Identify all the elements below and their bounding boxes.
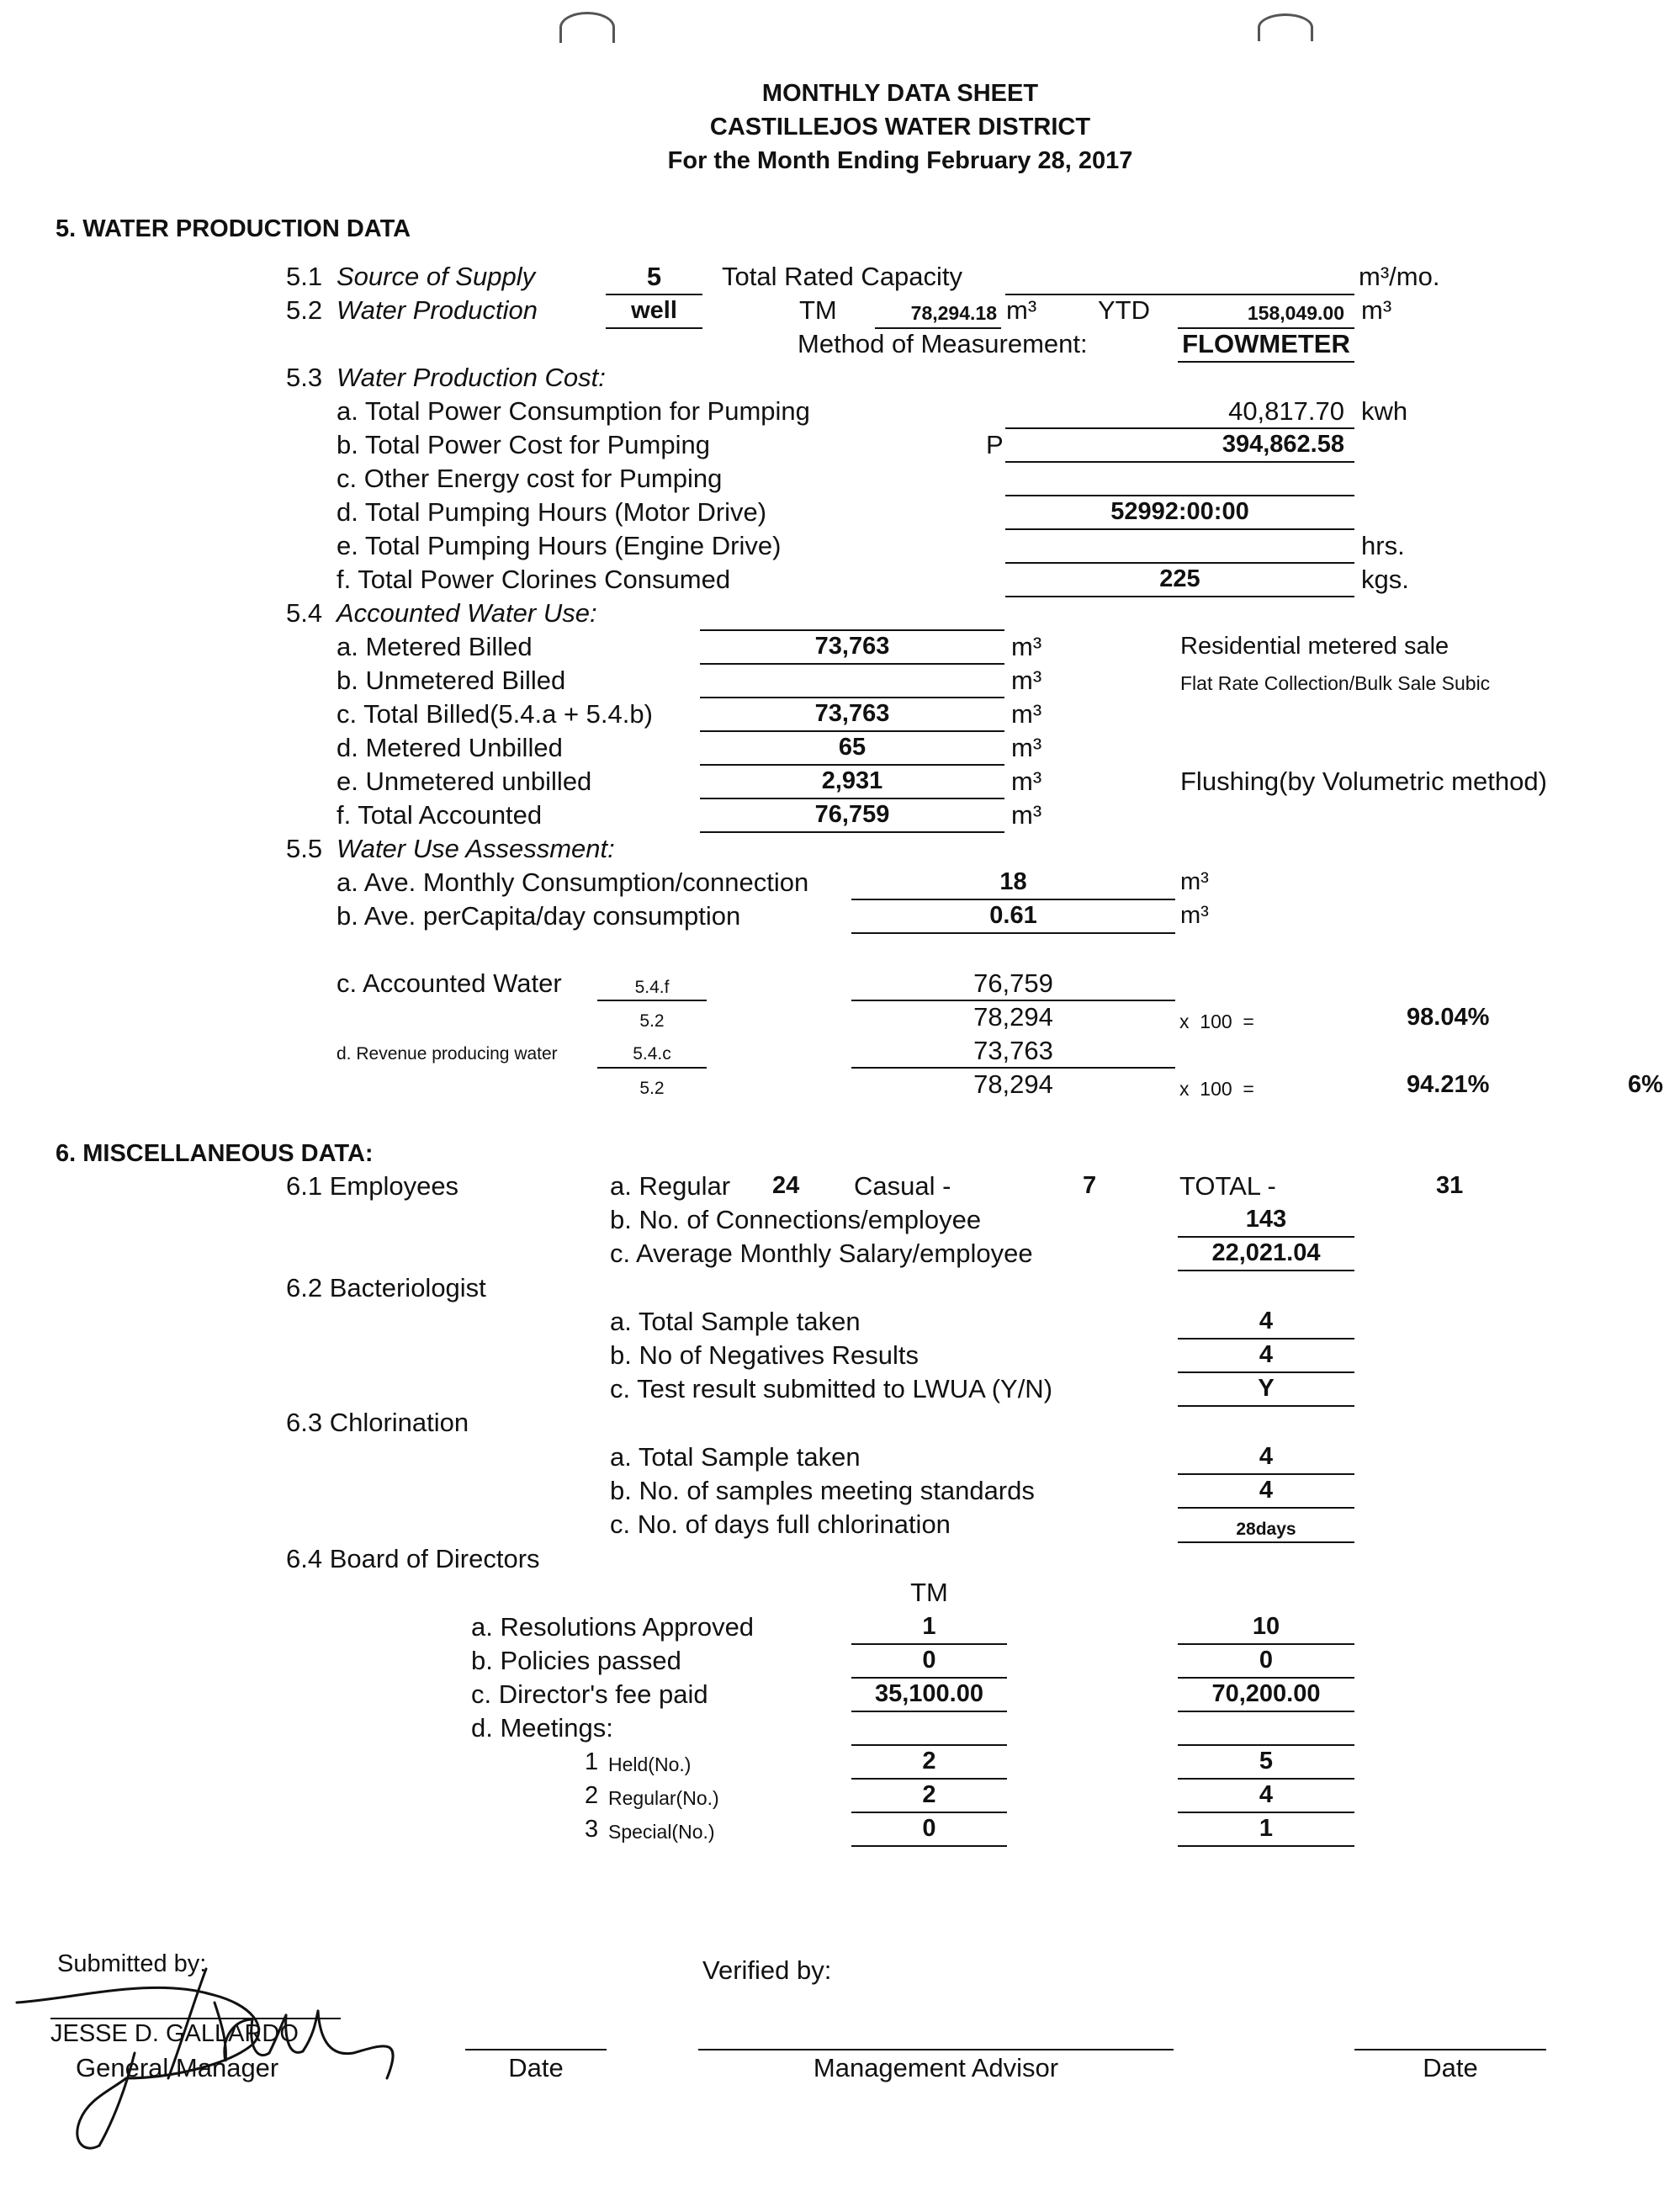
s53d-value: 52992:00:00 (1110, 498, 1249, 525)
s63b-value: 4 (1259, 1477, 1274, 1504)
s61b-label: b. No. of Connections/employee (610, 1205, 982, 1234)
s62b-value: 4 (1259, 1341, 1274, 1368)
s54e-label: e. Unmetered unbilled (337, 767, 592, 796)
s64-m2-tm: 2 (922, 1781, 936, 1808)
s53d-label: d. Total Pumping Hours (Motor Drive) (337, 497, 767, 527)
s54a-line (700, 663, 1004, 665)
s54d-value: 65 (838, 734, 866, 761)
signatory-name: JESSE D. GALLARDO (50, 2020, 299, 2047)
s64b-tm-line (851, 1677, 1007, 1679)
s54b-line (700, 697, 1004, 698)
s51-label: Source of Supply (337, 262, 536, 291)
s55c-num-value: 76,759 (973, 968, 1053, 998)
s53b-value: 394,862.58 (1222, 431, 1344, 458)
s54b-note: Flat Rate Collection/Bulk Sale Subic (1180, 672, 1491, 694)
s54f-unit: m³ (1011, 800, 1042, 830)
s55d-den-value: 78,294 (973, 1069, 1053, 1099)
s63a-value: 4 (1259, 1443, 1274, 1470)
s64-m2-label: Regular(No.) (608, 1787, 719, 1809)
s64d-ytd-line (1178, 1744, 1354, 1746)
s52-value-line (606, 327, 702, 329)
s55c-formula: x 100 = (1179, 1011, 1254, 1032)
s64a-ytd: 10 (1252, 1613, 1280, 1640)
s61-casual-value: 7 (1083, 1172, 1097, 1199)
s55c-fraction-line (851, 1000, 1175, 1001)
s62a-line (1178, 1338, 1354, 1340)
s55d-num-ref: 5.4.c (633, 1044, 671, 1064)
advisor-label: Management Advisor (813, 2053, 1059, 2082)
s52-value: well (631, 297, 677, 324)
s53e-unit: hrs. (1361, 531, 1405, 560)
period-line: For the Month Ending February 28, 2017 (667, 147, 1133, 174)
s64c-tm: 35,100.00 (874, 1680, 983, 1707)
s54f-label: f. Total Accounted (337, 800, 543, 830)
s61c-line (1178, 1270, 1354, 1271)
s53f-line (1005, 596, 1354, 597)
s53e-label: e. Total Pumping Hours (Engine Drive) (337, 531, 782, 560)
s54c-label: c. Total Billed(5.4.a + 5.4.b) (337, 699, 653, 729)
s54a-note: Residential metered sale (1180, 633, 1449, 660)
punch-hole-left (559, 12, 615, 43)
s54-label: Accounted Water Use: (337, 598, 597, 628)
section5-title: 5. WATER PRODUCTION DATA (56, 215, 411, 242)
s53e-line (1005, 562, 1354, 564)
s54c-unit: m³ (1011, 699, 1042, 729)
s53b-prefix: P (986, 430, 1004, 459)
s64-m1-num: 1 (585, 1748, 599, 1775)
s55d-ref-line (597, 1067, 707, 1069)
s55d-formula: x 100 = (1179, 1078, 1254, 1100)
s52-ytd-value: 158,049.00 (1247, 302, 1344, 324)
s63c-line (1178, 1541, 1354, 1543)
s55d-result: 94.21% (1407, 1071, 1490, 1098)
s64-m3-label: Special(No.) (608, 1821, 715, 1843)
s64d-tm-line (851, 1744, 1007, 1746)
s61-regular-value: 24 (772, 1172, 800, 1199)
s61-label: 6.1 Employees (286, 1171, 459, 1201)
s55a-value: 18 (999, 868, 1027, 895)
s64-label: 6.4 Board of Directors (286, 1544, 540, 1573)
s54e-line (700, 798, 1004, 799)
s53d-line (1005, 528, 1354, 530)
s63c-value: 28days (1236, 1520, 1296, 1539)
s61b-line (1178, 1236, 1354, 1238)
s55d-fraction-line (851, 1067, 1175, 1069)
district-name: CASTILLEJOS WATER DISTRICT (709, 114, 1091, 141)
date2-label: Date (1423, 2053, 1478, 2082)
s53b-label: b. Total Power Cost for Pumping (337, 430, 710, 459)
s55-label: Water Use Assessment: (337, 834, 615, 863)
doc-title: MONTHLY DATA SHEET (761, 80, 1039, 107)
s62c-label: c. Test result submitted to LWUA (Y/N) (610, 1374, 1053, 1403)
s51-value-line (606, 294, 702, 295)
s62c-value: Y (1258, 1375, 1275, 1402)
s54b-unit: m³ (1011, 666, 1042, 695)
s63b-line (1178, 1507, 1354, 1509)
verified-by-label: Verified by: (702, 1955, 832, 1985)
s64-m1-tm-line (851, 1778, 1007, 1780)
s54e-unit: m³ (1011, 767, 1042, 796)
s61c-value: 22,021.04 (1211, 1239, 1321, 1266)
s64-m3-tm: 0 (922, 1815, 936, 1842)
s55a-line (851, 899, 1175, 900)
s64a-tm: 1 (922, 1613, 936, 1640)
s64-m2-tm-line (851, 1812, 1007, 1813)
signatory-position: General Manager (76, 2053, 279, 2082)
s55c-den-value: 78,294 (973, 1002, 1053, 1032)
s64-m3-tm-line (851, 1845, 1007, 1847)
punch-hole-right (1258, 13, 1313, 41)
s54-top-line (700, 629, 1004, 631)
s54b-label: b. Unmetered Billed (337, 666, 566, 695)
s51-cap-line (1005, 294, 1354, 295)
s53a-line (1005, 427, 1354, 429)
s52-ytd-unit: m³ (1361, 295, 1392, 325)
s55c-num-ref: 5.4.f (634, 978, 670, 997)
s52-tm-label: TM (799, 295, 837, 325)
s51-value: 5 (646, 262, 662, 291)
s64-m3-ytd-line (1178, 1845, 1354, 1847)
s54d-label: d. Metered Unbilled (337, 733, 563, 762)
s55c-label: c. Accounted Water (337, 968, 562, 998)
s64b-tm: 0 (922, 1647, 936, 1674)
handwritten-signature (0, 1952, 437, 2154)
s64-m1-ytd: 5 (1259, 1748, 1274, 1775)
s64-m1-label: Held(No.) (608, 1753, 692, 1775)
s52-label: Water Production (337, 295, 538, 325)
s64-m1-tm: 2 (922, 1748, 936, 1775)
s64-m1-ytd-line (1178, 1778, 1354, 1780)
s64-m3-ytd: 1 (1259, 1815, 1274, 1842)
s61-total-label: TOTAL - (1179, 1171, 1276, 1201)
s55c-den-ref: 5.2 (639, 1011, 665, 1031)
s54-num: 5.4 (286, 598, 323, 628)
s61b-value: 143 (1245, 1206, 1287, 1233)
s54d-line (700, 764, 1004, 766)
s64b-ytd-line (1178, 1677, 1354, 1679)
s53-label: Water Production Cost: (337, 363, 606, 392)
s52-method-value: FLOWMETER (1182, 329, 1350, 358)
s53a-label: a. Total Power Consumption for Pumping (337, 396, 810, 426)
s55c-ref-line (597, 1000, 707, 1001)
s55d-extra: 6% (1628, 1071, 1663, 1098)
s55b-line (851, 932, 1175, 934)
s53f-label: f. Total Power Clorines Consumed (337, 565, 731, 594)
s64b-ytd: 0 (1259, 1647, 1274, 1674)
s64a-tm-line (851, 1643, 1007, 1645)
s63b-label: b. No. of samples meeting standards (610, 1476, 1035, 1505)
s52-num: 5.2 (286, 295, 323, 325)
s63-label: 6.3 Chlorination (286, 1408, 469, 1437)
s55d-den-ref: 5.2 (639, 1079, 665, 1098)
s64-m3-num: 3 (585, 1816, 599, 1843)
s54c-line (700, 730, 1004, 732)
s62b-label: b. No of Negatives Results (610, 1340, 919, 1370)
s64a-label: a. Resolutions Approved (471, 1612, 755, 1642)
s62a-value: 4 (1259, 1308, 1274, 1334)
section6-title: 6. MISCELLANEOUS DATA: (56, 1140, 374, 1167)
s55b-label: b. Ave. perCapita/day consumption (337, 901, 741, 931)
s53f-value: 225 (1159, 565, 1200, 592)
s64-m2-ytd: 4 (1259, 1781, 1274, 1808)
s51-cap-unit: m³/mo. (1359, 262, 1440, 291)
date2-line (1354, 2049, 1546, 2050)
s53c-line (1005, 495, 1354, 496)
submitted-by-label: Submitted by: (57, 1950, 207, 1977)
s52-tm-unit: m³ (1006, 295, 1037, 325)
s62a-label: a. Total Sample taken (610, 1307, 861, 1336)
s61-regular-label: a. Regular (610, 1171, 731, 1201)
s54f-value: 76,759 (814, 801, 890, 828)
s61-casual-label: Casual - (854, 1171, 951, 1201)
s53-num: 5.3 (286, 363, 323, 392)
advisor-line (698, 2049, 1174, 2050)
s54e-value: 2,931 (821, 767, 883, 794)
s53a-unit: kwh (1361, 396, 1408, 426)
s52-ytd-label: YTD (1098, 295, 1150, 325)
s64c-tm-line (851, 1711, 1007, 1712)
s64d-label: d. Meetings: (471, 1713, 613, 1743)
s55b-unit: m³ (1180, 902, 1209, 929)
s54c-value: 73,763 (814, 700, 890, 727)
s62c-line (1178, 1405, 1354, 1407)
s54a-value: 73,763 (814, 633, 890, 660)
s51-cap-label: Total Rated Capacity (722, 262, 963, 291)
s55d-num-value: 73,763 (973, 1036, 1053, 1065)
s64-m2-num: 2 (585, 1782, 599, 1809)
s52-tm-value: 78,294.18 (910, 302, 997, 324)
s55c-result: 98.04% (1407, 1004, 1490, 1031)
s52-method-line (1178, 361, 1354, 363)
s54d-unit: m³ (1011, 733, 1042, 762)
s55d-label: d. Revenue producing water (337, 1044, 558, 1064)
s63c-label: c. No. of days full chlorination (610, 1509, 951, 1539)
date-label: Date (508, 2053, 564, 2082)
s63a-label: a. Total Sample taken (610, 1442, 861, 1472)
s53c-label: c. Other Energy cost for Pumping (337, 464, 723, 493)
s63a-line (1178, 1473, 1354, 1475)
s53a-value: 40,817.70 (1228, 396, 1344, 426)
s64c-label: c. Director's fee paid (471, 1679, 708, 1709)
s64a-ytd-line (1178, 1643, 1354, 1645)
s54a-label: a. Metered Billed (337, 632, 533, 661)
s55a-label: a. Ave. Monthly Consumption/connection (337, 867, 809, 897)
s61-total-value: 31 (1436, 1172, 1464, 1199)
s62-label: 6.2 Bacteriologist (286, 1273, 486, 1302)
s64c-ytd-line (1178, 1711, 1354, 1712)
date-line (465, 2049, 607, 2050)
s55-num: 5.5 (286, 834, 323, 863)
s53b-line (1005, 461, 1354, 463)
s55b-value: 0.61 (989, 902, 1037, 929)
s54f-line (700, 831, 1004, 833)
s61c-label: c. Average Monthly Salary/employee (610, 1239, 1033, 1268)
s55a-unit: m³ (1180, 868, 1209, 895)
s64-tm-header: TM (910, 1578, 948, 1607)
s64c-ytd: 70,200.00 (1211, 1680, 1321, 1707)
s54a-unit: m³ (1011, 632, 1042, 661)
s51-num: 5.1 (286, 262, 323, 291)
s53f-unit: kgs. (1361, 565, 1409, 594)
s54e-note: Flushing(by Volumetric method) (1180, 767, 1547, 796)
s64b-label: b. Policies passed (471, 1646, 681, 1675)
s52-method-label: Method of Measurement: (798, 329, 1088, 358)
s62b-line (1178, 1371, 1354, 1373)
s64-m2-ytd-line (1178, 1812, 1354, 1813)
